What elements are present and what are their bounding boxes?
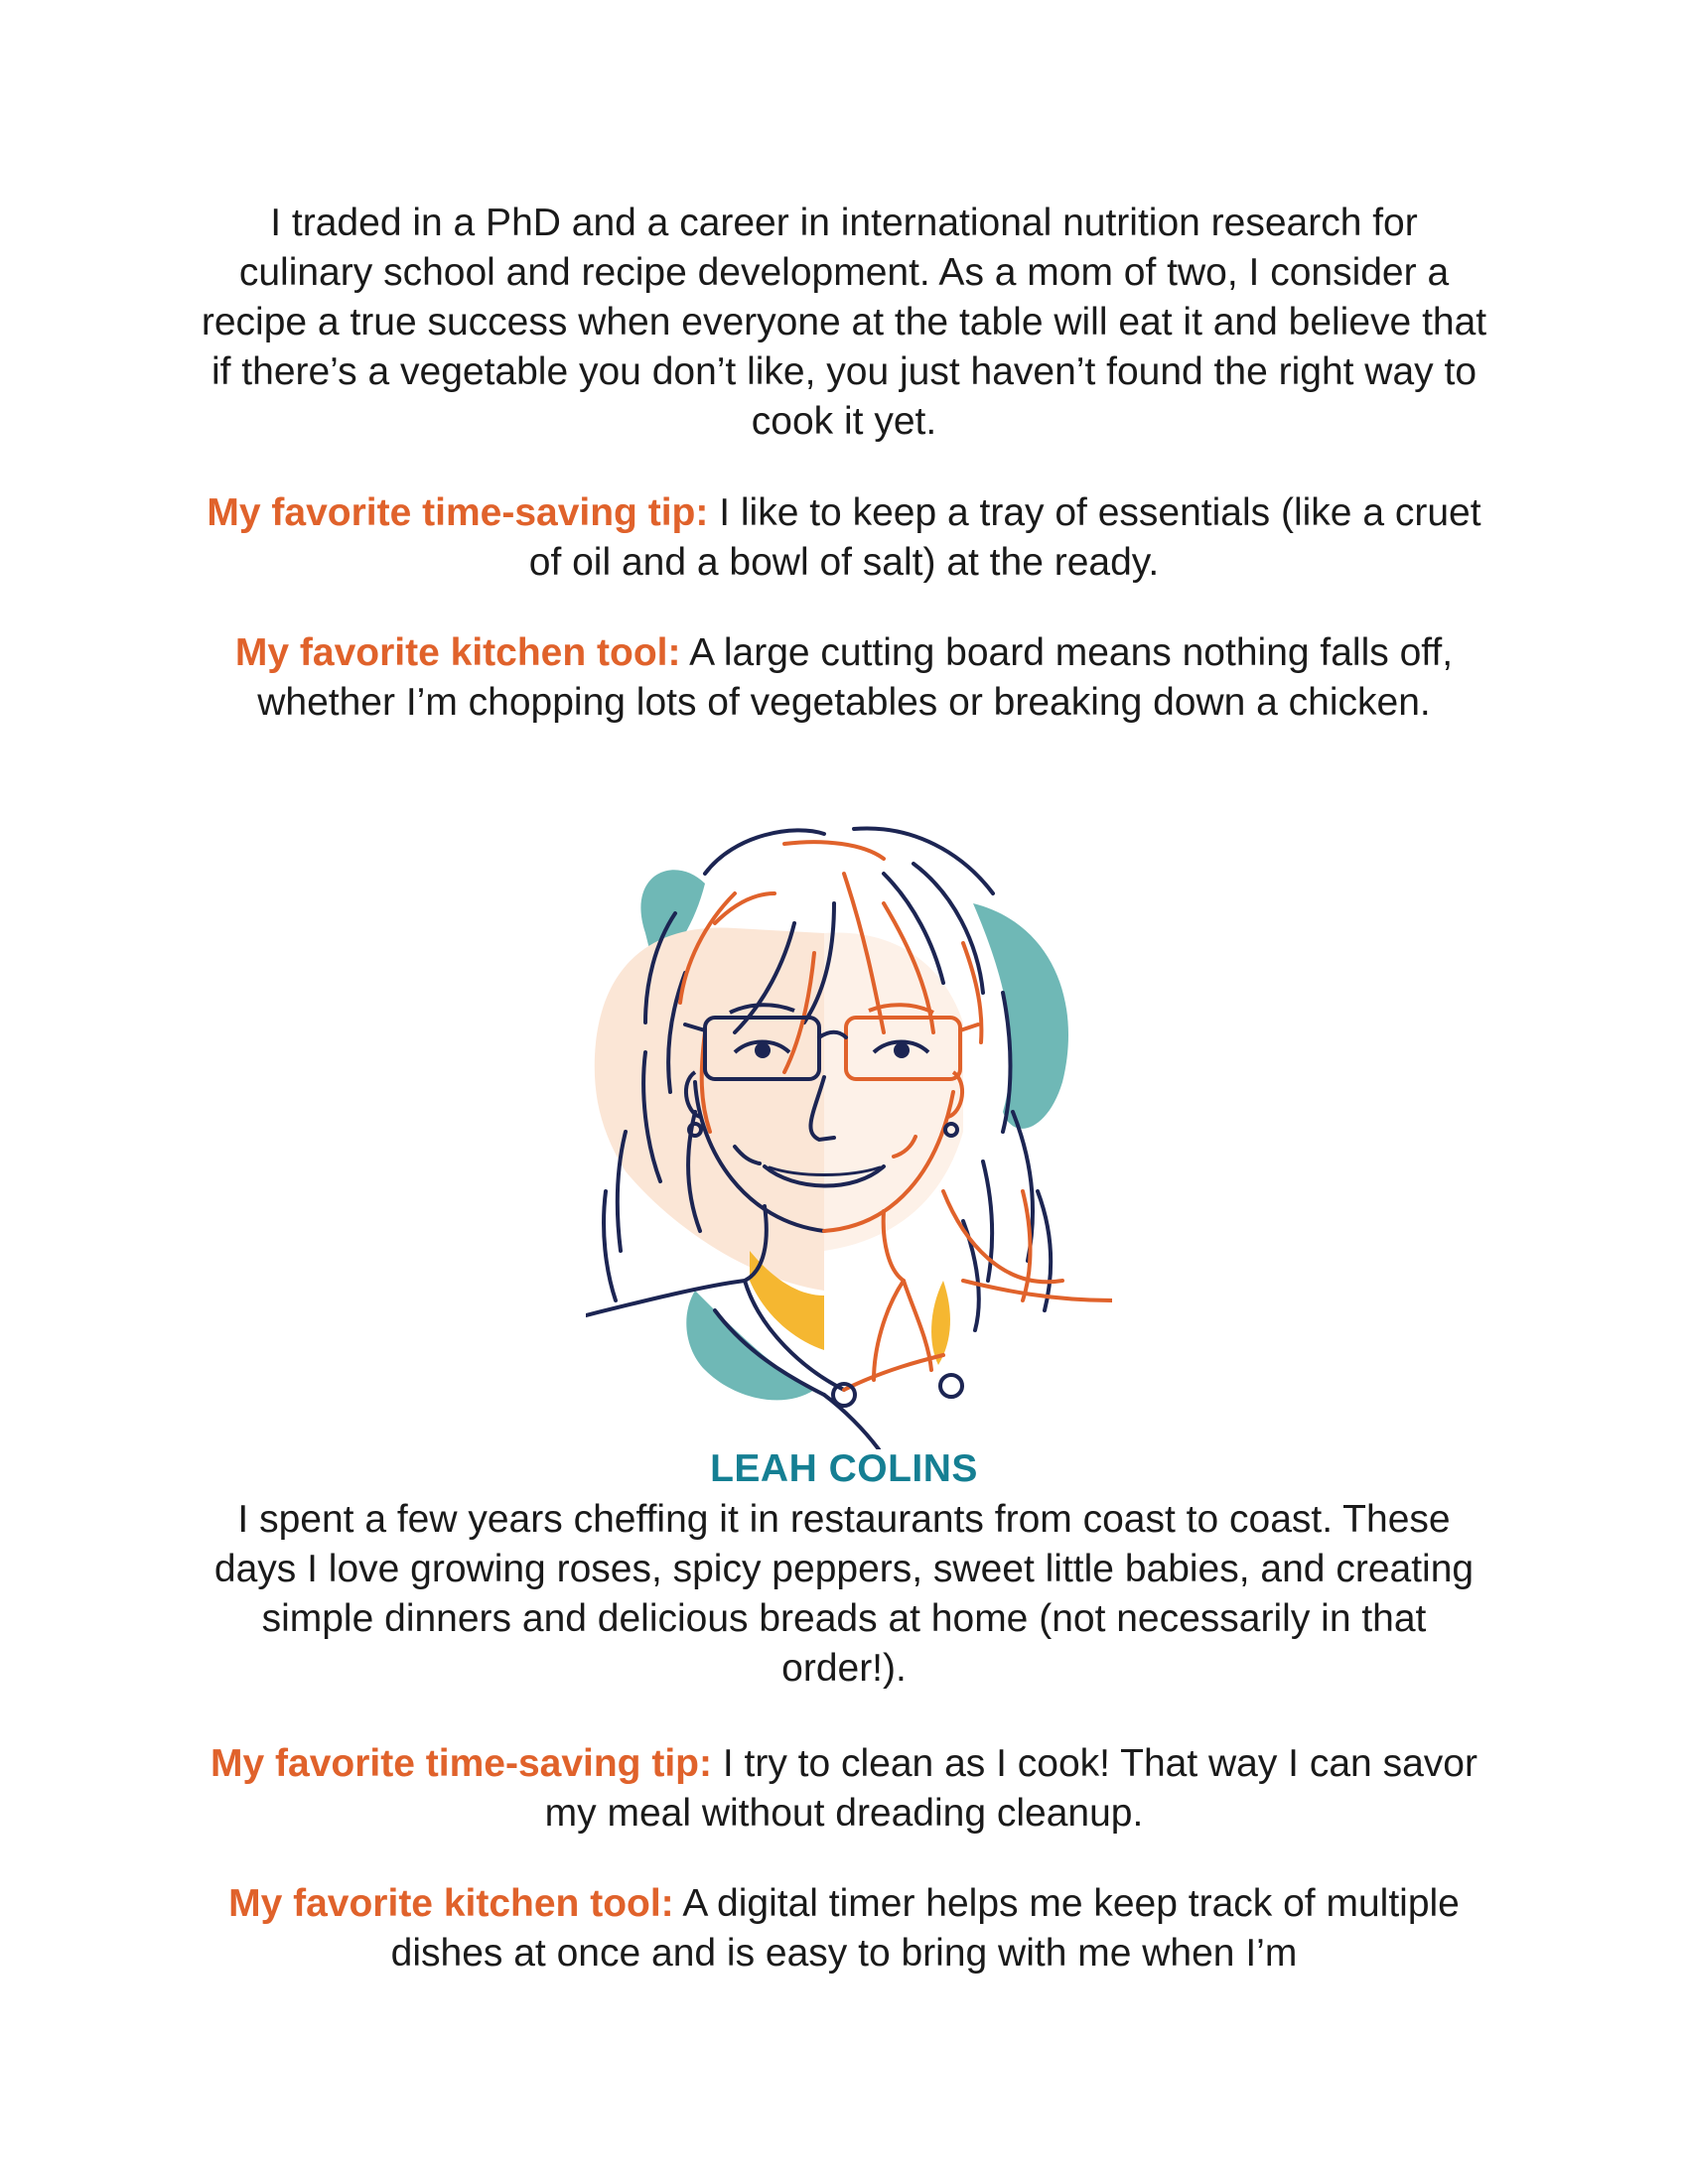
profile2-tip-text: I try to clean as I cook! That way I can savor my meal without dreading cleanup.: [544, 1742, 1477, 1835]
profile2-tip: [199, 1739, 1489, 1839]
profile1-tool: [199, 628, 1489, 728]
profile1-bio: I traded in a PhD and a career in international nutrition research for culinary school and recipe development. As a mom of two, I consider a recipe a true success when everyone at the table will eat it and believe that if there’s a vegetable you don’t like, you just haven’t found the right way to cook it yet.: [201, 202, 1487, 443]
yellow-collar-right: [931, 1281, 950, 1365]
profile1-tool-text: A large cutting board means nothing falls off, whether I’m chopping lots of vegetables or breaking down a chicken.: [257, 631, 1454, 724]
woman-with-glasses-portrait-icon: [586, 814, 1112, 1449]
profile1-tool-label: My favorite kitchen tool:: [234, 631, 681, 674]
profile2-tool-label: My favorite kitchen tool:: [228, 1882, 674, 1925]
profile2-tip-label: My favorite time-saving tip:: [211, 1742, 712, 1785]
profile1-tip-text: I like to keep a tray of essentials (like a cruet of oil and a bowl of salt) at the ready.: [528, 491, 1481, 584]
chef-name: LEAH COLINS: [710, 1447, 978, 1490]
profile1-tip: [199, 488, 1489, 588]
profile2-bio: I spent a few years cheffing it in restaurants from coast to coast. These days I love growing roses, spicy peppers, sweet little babies, and creating simple dinners and delicious breads at home (not necessarily in that order!).: [213, 1498, 1475, 1690]
skin-shape-left: [595, 927, 824, 1291]
profile1-tip-label: My favorite time-saving tip:: [207, 491, 709, 534]
profile2-tool: [199, 1879, 1489, 1979]
teal-blob-right: [973, 903, 1068, 1129]
profile2-tool-text: A digital timer helps me keep track of multiple dishes at once and is easy to bring with me when I’m: [390, 1882, 1460, 1975]
